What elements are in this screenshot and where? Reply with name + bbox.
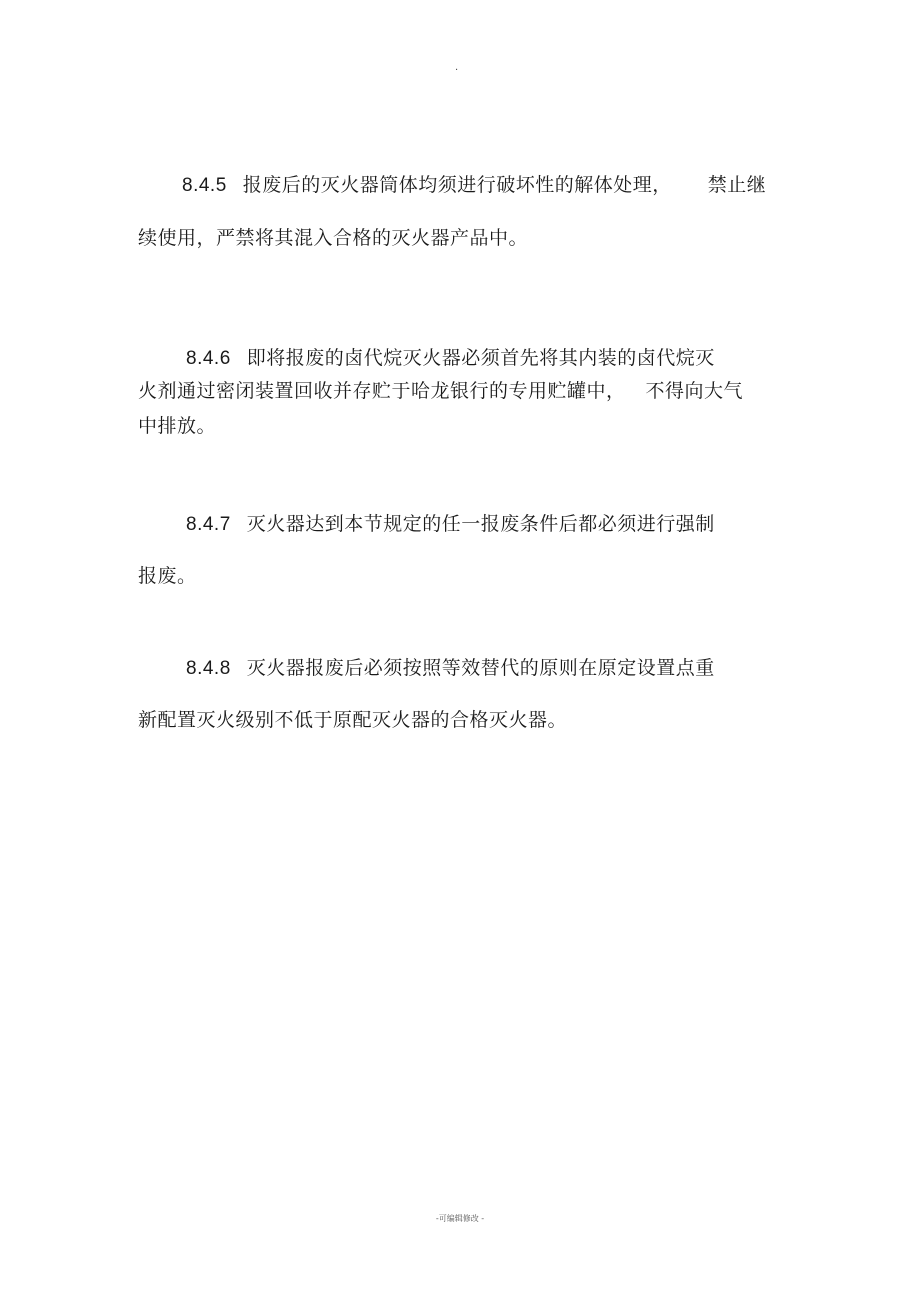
clause-number: 8.4.5 xyxy=(182,175,227,196)
clause-text: 火剂通过密闭装置回收并存贮于哈龙银行的专用贮罐中， xyxy=(138,380,626,402)
clause-text: 灭火器报废后必须按照等效替代的原则在原定设置点重 xyxy=(246,657,715,679)
clause-8-4-7-line-2 xyxy=(138,564,197,588)
clause-text: 灭火器达到本节规定的任一报废条件后都必须进行强制 xyxy=(246,513,715,535)
clause-text: 中排放。 xyxy=(138,415,217,437)
page-footer: -可编辑修改 - xyxy=(435,1214,485,1223)
clause-8-4-8-line-1 xyxy=(186,656,715,681)
clause-8-4-6-line-1 xyxy=(186,346,715,371)
clause-8-4-6-line-2 xyxy=(138,379,743,403)
clause-8-4-6-line-3 xyxy=(138,414,216,438)
clause-number: 8.4.8 xyxy=(186,658,231,679)
clause-text-tail: 禁止继 xyxy=(707,174,767,196)
clause-number: 8.4.7 xyxy=(186,514,231,535)
clause-8-4-7-line-1 xyxy=(186,512,715,537)
clause-8-4-5-line-1 xyxy=(182,173,766,198)
clause-number: 8.4.6 xyxy=(186,348,231,369)
clause-text-tail: 不得向大气 xyxy=(645,380,744,402)
header-mark: . xyxy=(455,62,459,73)
clause-8-4-8-line-2 xyxy=(138,708,567,732)
clause-text: 即将报废的卤代烷灭火器必须首先将其内装的卤代烷灭 xyxy=(246,347,715,369)
clause-text: 报废后的灭火器筒体均须进行破坏性的解体处理， xyxy=(242,174,672,196)
clause-text: 报废。 xyxy=(138,565,197,587)
clause-text: 续使用，严禁将其混入合格的灭火器产品中。 xyxy=(138,227,529,249)
clause-text: 新配置灭火级别不低于原配灭火器的合格灭火器。 xyxy=(138,709,568,731)
clause-8-4-5-line-2 xyxy=(138,226,528,250)
